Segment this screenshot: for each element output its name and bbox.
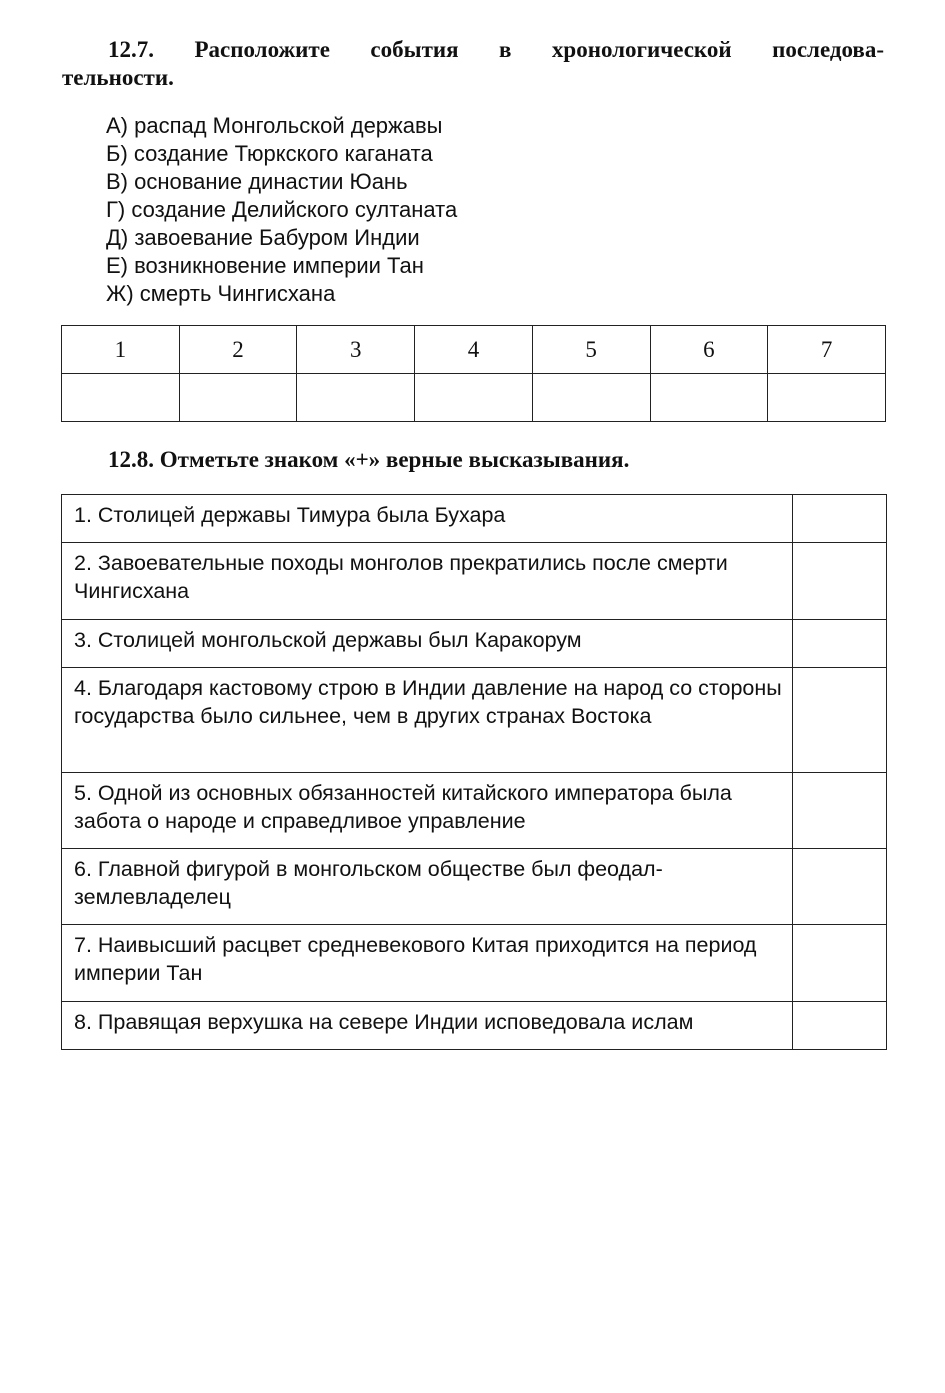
- list-item: Ж) смерть Чингисхана: [106, 281, 336, 306]
- sequence-answer-table: [61, 325, 886, 422]
- statement-text: 1. Столицей державы Тимура была Бухара: [62, 495, 793, 543]
- answer-cell[interactable]: [768, 374, 886, 422]
- events-list: [106, 112, 457, 308]
- table-row: [62, 849, 887, 925]
- statements-table: [61, 494, 887, 1050]
- list-item: А) распад Монгольской державы: [106, 113, 443, 138]
- answer-cell[interactable]: [532, 374, 650, 422]
- header-cell: 4: [415, 326, 533, 374]
- header-cell: 5: [532, 326, 650, 374]
- table-row: [62, 543, 887, 620]
- statement-text: 3. Столицей монгольской державы был Каракорум: [62, 620, 793, 668]
- header-cell: 7: [768, 326, 886, 374]
- statement-text: 5. Одной из основных обязанностей китайского императора была забота о народе и справедливое управление: [62, 773, 793, 849]
- heading-line-1: 12.7. Расположите события в хронологической последова-: [108, 37, 884, 62]
- table-row: [62, 773, 887, 849]
- list-item: Г) создание Делийского султаната: [106, 197, 458, 222]
- answer-cell[interactable]: [62, 374, 180, 422]
- list-item: Д) завоевание Бабуром Индии: [106, 225, 420, 250]
- mark-cell[interactable]: [793, 668, 887, 773]
- mark-cell[interactable]: [793, 925, 887, 1002]
- header-cell: 3: [297, 326, 415, 374]
- table-row: [62, 620, 887, 668]
- mark-cell[interactable]: [793, 495, 887, 543]
- answer-row: [62, 374, 886, 422]
- answer-cell[interactable]: [297, 374, 415, 422]
- header-cell: 6: [650, 326, 768, 374]
- statement-text: 8. Правящая верхушка на севере Индии исповедовала ислам: [62, 1002, 793, 1050]
- statement-text: 2. Завоевательные походы монголов прекратились после смерти Чингисхана: [62, 543, 793, 620]
- heading-line-2: тельности.: [62, 65, 174, 90]
- header-cell: 1: [62, 326, 180, 374]
- table-row: [62, 1002, 887, 1050]
- answer-cell[interactable]: [179, 374, 297, 422]
- mark-cell[interactable]: [793, 1002, 887, 1050]
- task-12-8-heading: 12.8. Отметьте знаком «+» верные высказывания.: [108, 447, 630, 472]
- table-row: [62, 495, 887, 543]
- task-12-7-heading: [62, 36, 884, 92]
- statement-text: 7. Наивысший расцвет средневекового Китая приходится на период империи Тан: [62, 925, 793, 1002]
- table-row: [62, 925, 887, 1002]
- statement-text: 4. Благодаря кастовому строю в Индии давление на народ со стороны государства было сильнее, чем в других странах Востока: [62, 668, 793, 773]
- table-row: [62, 668, 887, 773]
- header-cell: 2: [179, 326, 297, 374]
- mark-cell[interactable]: [793, 543, 887, 620]
- list-item: Б) создание Тюркского каганата: [106, 141, 433, 166]
- mark-cell[interactable]: [793, 620, 887, 668]
- table-header-row: [62, 326, 886, 374]
- list-item: Е) возникновение империи Тан: [106, 253, 424, 278]
- list-item: В) основание династии Юань: [106, 169, 408, 194]
- answer-cell[interactable]: [650, 374, 768, 422]
- statement-text: 6. Главной фигурой в монгольском обществе был феодал-землевладелец: [62, 849, 793, 925]
- mark-cell[interactable]: [793, 773, 887, 849]
- mark-cell[interactable]: [793, 849, 887, 925]
- answer-cell[interactable]: [415, 374, 533, 422]
